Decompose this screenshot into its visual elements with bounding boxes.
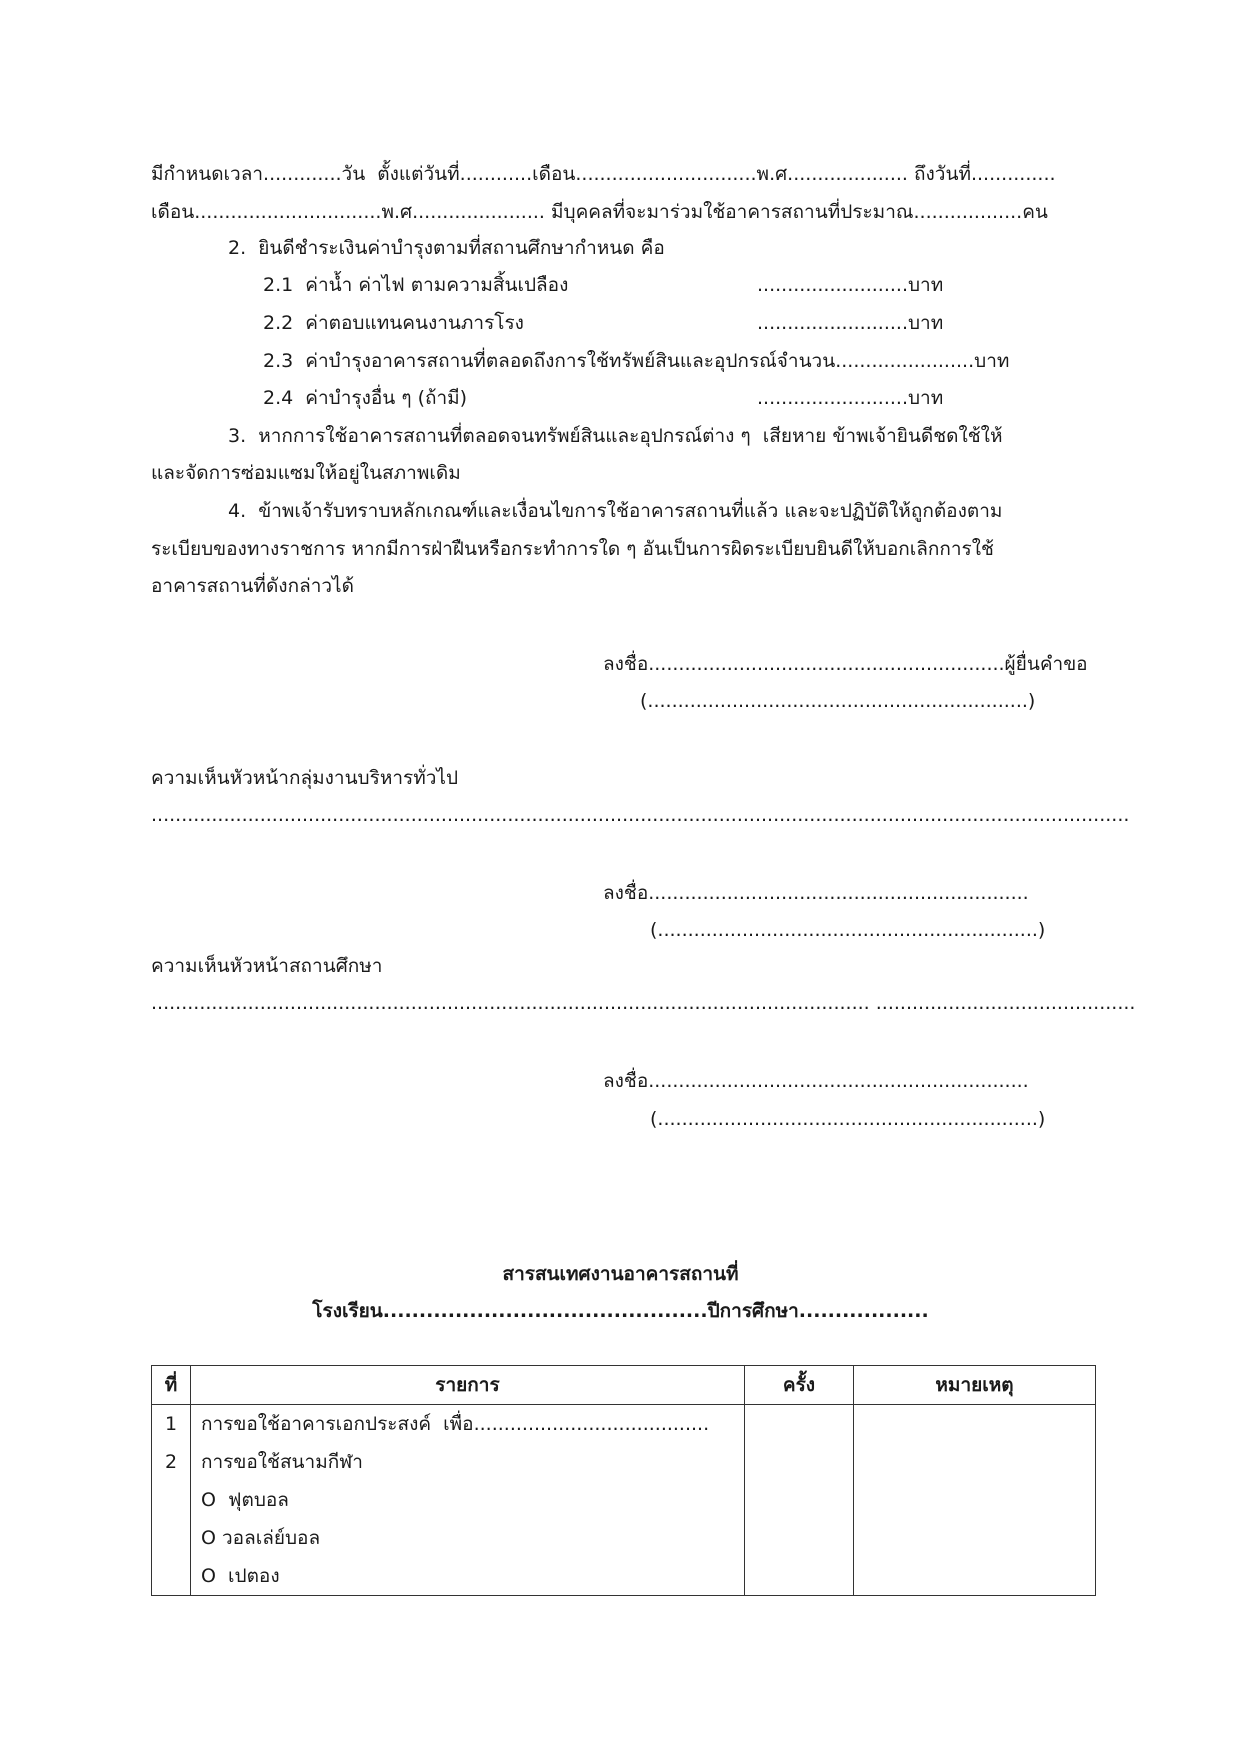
- clause-4-text-cont: ระเบียบของทางราชการ หากมีการฝ่าฝืนหรือกระทำการใด ๆ อันเป็นการผิดระเบียบยินดีให้บอกเลิกการใช้: [151, 538, 994, 560]
- applicant-name-line: (...............................................................): [640, 690, 1036, 712]
- fee-item-label: 2.2 ค่าตอบแทนคนงานภารโรง: [263, 312, 524, 334]
- clause-3-text: 3. หากการใช้อาคารสถานที่ตลอดจนทรัพย์สินและอุปกรณ์ต่าง ๆ เสียหาย ข้าพเจ้ายินดีชดใช้ให้: [228, 425, 1003, 447]
- fee-item-amount: .........................บาท: [757, 274, 944, 296]
- item-cell: [191, 1405, 745, 1596]
- col-header-note: หมายเหตุ: [854, 1366, 1096, 1405]
- applicant-signature-line: ลงชื่อ...........................................................ผู้ยื่นคำขอ: [603, 653, 1088, 675]
- admin-name-line: (...............................................................): [650, 919, 1046, 941]
- list-item: O วอลเล่ย์บอล: [201, 1527, 321, 1549]
- table-header-row: [152, 1366, 1096, 1405]
- fee-item-amount: .........................บาท: [757, 312, 944, 334]
- clause-3-text-cont: และจัดการซ่อมแซมให้อยู่ในสภาพเดิม: [151, 462, 461, 484]
- director-opinion-heading: ความเห็นหัวหน้าสถานศึกษา: [151, 955, 383, 977]
- director-opinion-field: ....................................................................................................................... ...........................................: [151, 992, 1136, 1014]
- fee-item-amount: .........................บาท: [757, 387, 944, 409]
- list-item: O เปตอง: [201, 1565, 280, 1587]
- count-cell: [745, 1405, 854, 1596]
- fee-item-label: 2.4 ค่าบำรุงอื่น ๆ (ถ้ามี): [263, 387, 468, 409]
- col-header-count: ครั้ง: [745, 1366, 854, 1405]
- clause-2-heading: 2. ยินดีชำระเงินค่าบำรุงตามที่สถานศึกษากำหนด คือ: [228, 237, 665, 259]
- admin-signature-line: ลงชื่อ...............................................................: [603, 882, 1029, 904]
- info-table: [151, 1365, 1096, 1596]
- row-number: [152, 1519, 190, 1557]
- list-item: การขอใช้อาคารเอกประสงค์ เพื่อ.......................................: [201, 1413, 710, 1435]
- row-number: 2: [164, 1451, 178, 1473]
- schedule-line-2: เดือน...............................พ.ศ...................... มีบุคคลที่จะมาร่วมใช้อาคารสถานที่ประมาณ..................คน: [151, 201, 1048, 223]
- no-cell: [152, 1405, 191, 1596]
- fee-item-label: 2.3 ค่าบำรุงอาคารสถานที่ตลอดถึงการใช้ทรัพย์สินและอุปกรณ์จำนวน.......................บาท: [263, 350, 1010, 372]
- list-item: การขอใช้สนามกีฬา: [201, 1451, 363, 1473]
- col-header-item: รายการ: [191, 1366, 745, 1405]
- list-item: O ฟุตบอล: [201, 1489, 289, 1511]
- director-name-line: (...............................................................): [650, 1108, 1046, 1130]
- admin-opinion-heading: ความเห็นหัวหน้ากลุ่มงานบริหารทั่วไป: [151, 767, 459, 789]
- info-title: สารสนเทศงานอาคารสถานที่: [502, 1263, 739, 1285]
- clause-4-text-cont-2: อาคารสถานที่ดังกล่าวได้: [151, 575, 354, 597]
- admin-opinion-field: ..................................................................................................................................................................: [151, 804, 1130, 826]
- info-subtitle: โรงเรียน.............................................ปีการศึกษา..................: [312, 1300, 929, 1322]
- clause-4-text: 4. ข้าพเจ้ารับทราบหลักเกณฑ์และเงื่อนไขการใช้อาคารสถานที่แล้ว และจะปฏิบัติให้ถูกต้องตาม: [228, 500, 1003, 522]
- director-signature-line: ลงชื่อ...............................................................: [603, 1070, 1029, 1092]
- schedule-line: มีกำหนดเวลา.............วัน ตั้งแต่วันที่............เดือน..............................พ.ศ.................... ถึงวันที่..............: [151, 163, 1056, 185]
- col-header-no: ที่: [152, 1366, 191, 1405]
- row-number: [152, 1481, 190, 1519]
- table-row: [152, 1405, 1096, 1596]
- fee-item-label: 2.1 ค่าน้ำ ค่าไฟ ตามความสิ้นเปลือง: [263, 274, 569, 296]
- row-number: [152, 1557, 190, 1595]
- row-number: 1: [164, 1413, 178, 1435]
- note-cell: [854, 1405, 1096, 1596]
